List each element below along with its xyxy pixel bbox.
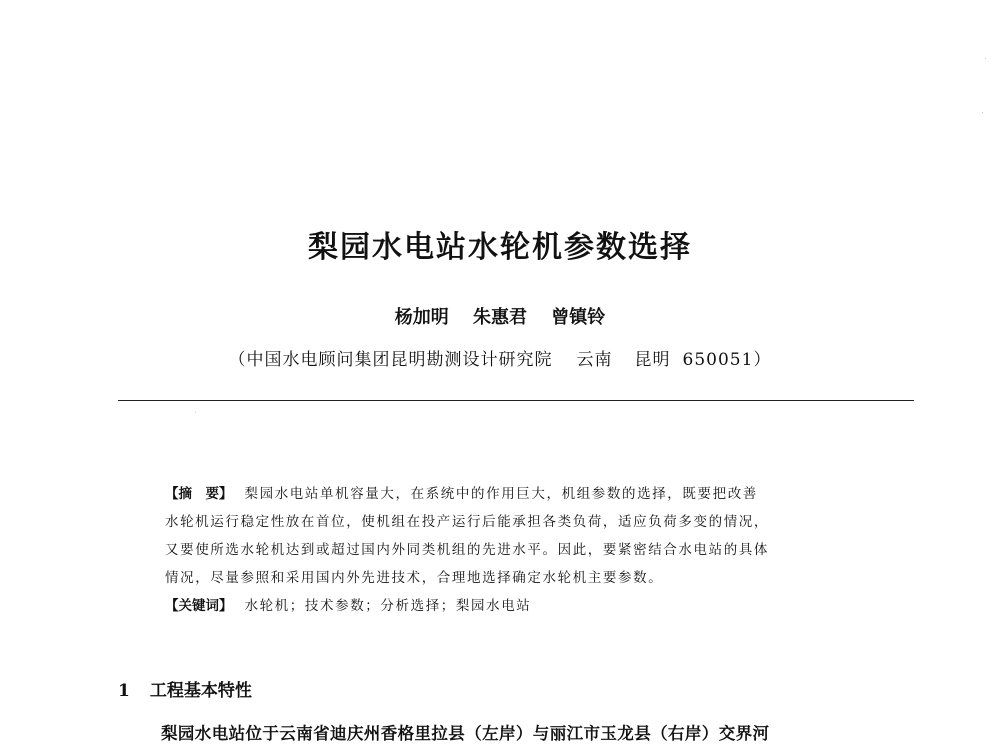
affiliation-open-paren: （: [228, 350, 247, 370]
scan-speck: [985, 58, 986, 59]
author-name: 曾镇铃: [551, 307, 606, 328]
section-number: 1: [118, 681, 130, 701]
affiliation-organization: 中国水电顾问集团昆明勘测设计研究院: [246, 350, 553, 370]
abstract-line: [165, 480, 875, 508]
affiliation-province: 云南: [576, 350, 613, 370]
section-body-first-line: 梨园水电站位于云南省迪庆州香格里拉县（左岸）与丽江市玉龙县（右岸）交界河: [161, 724, 770, 743]
keywords-text: 水轮机；技术参数；分析选择；梨园水电站: [244, 598, 532, 614]
author-list: [0, 303, 1000, 329]
scan-speck: [195, 412, 196, 413]
affiliation: [0, 345, 1000, 370]
keywords-label: 【关键词】: [165, 598, 233, 614]
header-divider: [118, 400, 914, 401]
abstract-text: 梨园水电站单机容量大，在系统中的作用巨大，机组参数的选择，既要把改善: [244, 486, 758, 502]
affiliation-postcode: 650051: [682, 350, 754, 370]
abstract-line: 又要使所选水轮机达到或超过国内外同类机组的先进水平。因此，要紧密结合水电站的具体: [165, 542, 769, 558]
keywords-line: [165, 592, 875, 620]
section-title: 工程基本特性: [149, 681, 252, 701]
affiliation-city: 昆明: [634, 350, 671, 370]
scan-speck: [982, 112, 983, 113]
abstract-label: 【摘 要】: [165, 486, 233, 502]
abstract-line: 水轮机运行稳定性放在首位，使机组在投产运行后能承担各类负荷，适应负荷多变的情况，: [165, 514, 769, 530]
author-name: 杨加明: [394, 307, 449, 328]
abstract-block: [165, 480, 875, 620]
paper-title: 梨园水电站水轮机参数选择: [308, 230, 692, 265]
abstract-line: 情况，尽量参照和采用国内外先进技术，合理地选择确定水轮机主要参数。: [165, 570, 664, 586]
author-name: 朱惠君: [473, 307, 527, 328]
affiliation-close-paren: ）: [753, 350, 772, 370]
section-heading: [118, 676, 252, 701]
